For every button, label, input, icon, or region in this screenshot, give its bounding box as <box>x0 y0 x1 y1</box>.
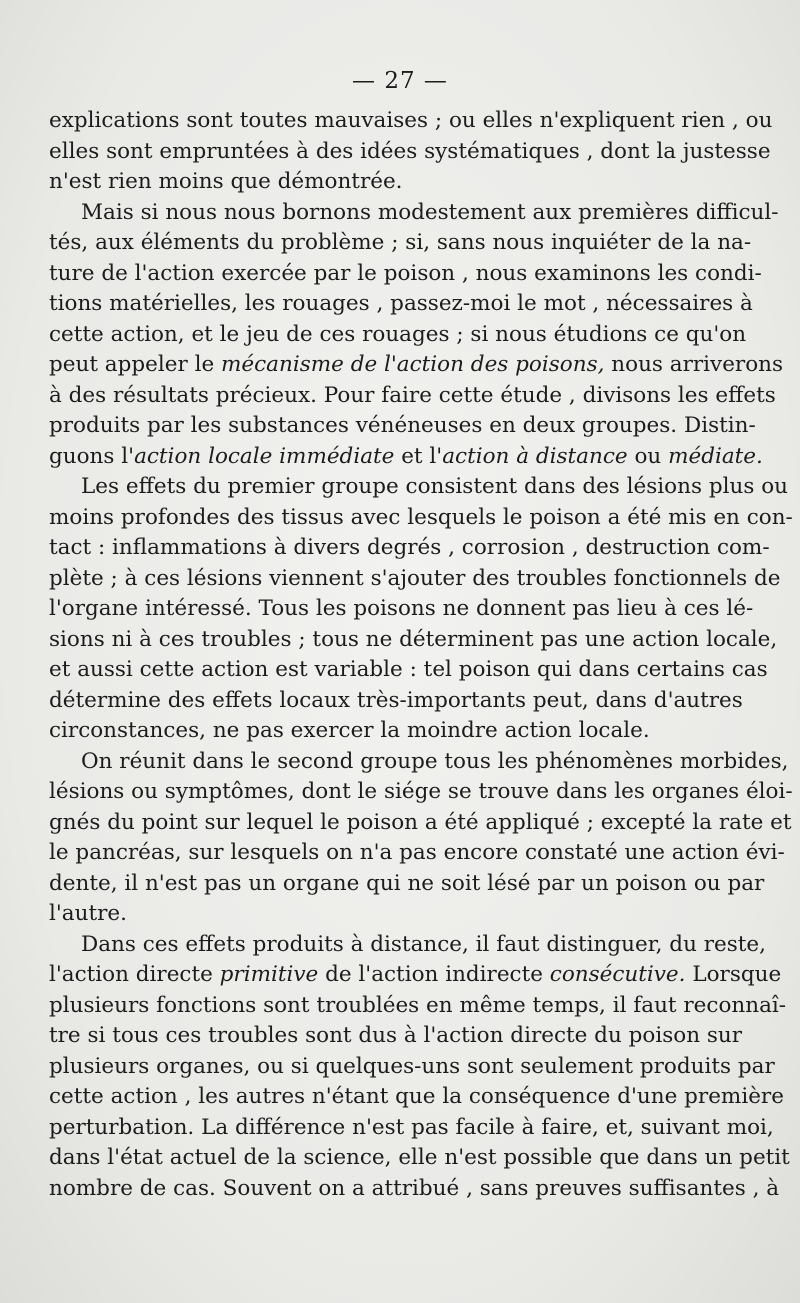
text-run: l'action directe <box>49 962 220 987</box>
italic-run: action à distance <box>442 443 628 469</box>
text-run: guons l' <box>49 443 135 469</box>
text-line: cette action , les autres n'étant que la conséquence d'une première <box>49 1084 784 1109</box>
text-line: ture de l'action exercée par le poison , nous examinons les condi- <box>49 260 762 286</box>
text-run: et l' <box>394 443 443 469</box>
text-line: perturbation. La différence n'est pas facile à faire, et, suivant moi, <box>49 1114 774 1140</box>
text-line: à des résultats précieux. Pour faire cette étude , divisons les effets <box>49 382 776 408</box>
text-line: tre si tous ces troubles sont dus à l'action directe du poison sur <box>49 1023 743 1048</box>
text-line <box>49 960 782 991</box>
text-line <box>49 442 763 473</box>
text-line: l'organe intéressé. Tous les poisons ne donnent pas lieu à ces lé- <box>49 596 754 621</box>
text-line: lésions ou symptômes, dont le siége se trouve dans les organes éloi- <box>49 779 793 804</box>
text-line: nombre de cas. Souvent on a attribué , sans preuves suffisantes , à <box>49 1175 780 1201</box>
paragraph-3 <box>49 472 793 747</box>
italic-run: mécanisme de l'action des poisons, <box>221 352 605 377</box>
paragraph-5 <box>49 930 790 1205</box>
text-line: tés, aux éléments du problème ; si, sans nous inquiéter de la na- <box>49 230 752 255</box>
text-line: plusieurs fonctions sont troublées en même temps, il faut reconnaî- <box>49 992 787 1018</box>
text-line: cette action, et le jeu de ces rouages ; si nous étudions ce qu'on <box>49 321 747 347</box>
text-line: Mais si nous nous bornons modestement aux premières difficul- <box>81 199 779 225</box>
paragraph-1 <box>49 106 773 198</box>
text-line: Les effets du premier groupe consistent dans des lésions plus ou <box>81 474 788 499</box>
text-line: explications sont toutes mauvaises ; ou elles n'expliquent rien , ou <box>49 108 773 133</box>
text-line: moins profondes des tissus avec lesquels le poison a été mis en con- <box>49 504 793 530</box>
body-text <box>49 106 793 1204</box>
text-line: dente, il n'est pas un organe qui ne soit lésé par un poison ou par <box>49 870 765 896</box>
text-line: plusieurs organes, ou si quelques-uns sont seulement produits par <box>49 1053 775 1079</box>
text-run: ou <box>627 443 669 469</box>
text-line: détermine des effets locaux très-importants peut, dans d'autres <box>49 687 743 713</box>
italic-run: consécutive. <box>549 962 686 987</box>
text-line: gnés du point sur lequel le poison a été appliqué ; excepté la rate et <box>49 809 792 835</box>
text-line: plète ; à ces lésions viennent s'ajouter des troubles fonctionnels de <box>49 565 781 591</box>
text-run: peut appeler le <box>49 352 222 377</box>
italic-run: action locale immédiate <box>134 443 395 469</box>
text-run: Lorsque <box>685 962 782 987</box>
paragraph-2 <box>49 198 784 473</box>
text-run: nous arriverons <box>604 352 784 377</box>
text-line: dans l'état actuel de la science, elle n'est possible que dans un petit <box>49 1145 790 1170</box>
text-line: Dans ces effets produits à distance, il faut distinguer, du reste, <box>81 931 766 957</box>
text-line: sions ni à ces troubles ; tous ne déterminent pas une action locale, <box>49 626 778 652</box>
italic-run: primitive <box>219 962 319 987</box>
text-line <box>49 350 784 381</box>
text-line: circonstances, ne pas exercer la moindre action locale. <box>49 718 650 743</box>
page-number: — 27 — <box>352 68 448 94</box>
text-line: elles sont empruntées à des idées systématiques , dont la justesse <box>49 138 771 164</box>
text-line: le pancréas, sur lesquels on n'a pas encore constaté une action évi- <box>49 840 785 865</box>
text-line: On réunit dans le second groupe tous les phénomènes morbides, <box>81 748 789 774</box>
text-line: l'autre. <box>49 901 127 926</box>
text-line: tact : inflammations à divers degrés , corrosion , destruction com- <box>49 535 770 560</box>
text-run: de l'action indirecte <box>318 962 550 987</box>
text-line: tions matérielles, les rouages , passez-moi le mot , nécessaires à <box>49 291 753 316</box>
italic-run: médiate. <box>668 443 763 469</box>
text-line: n'est rien moins que démontrée. <box>49 169 403 194</box>
text-line: produits par les substances vénéneuses en deux groupes. Distin- <box>49 413 756 438</box>
paragraph-4 <box>49 747 793 930</box>
text-line: et aussi cette action est variable : tel poison qui dans certains cas <box>49 657 768 682</box>
